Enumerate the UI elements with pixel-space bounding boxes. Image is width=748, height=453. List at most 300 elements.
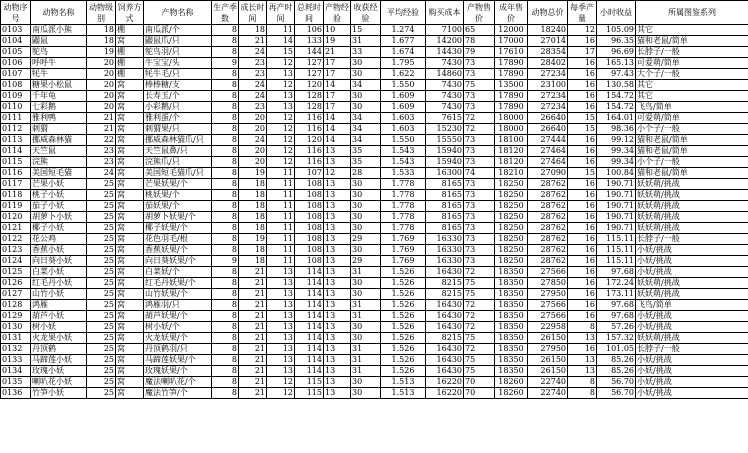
- cell-id: 0110: [1, 102, 31, 113]
- cell-harvest-exp: 31: [351, 355, 381, 366]
- cell-collection-series: 小妖/挑战: [636, 267, 748, 278]
- cell-raise-method: 棚: [116, 47, 144, 58]
- cell-product-exp: 13: [324, 322, 351, 333]
- cell-raise-method: 窝: [116, 377, 144, 388]
- cell-yield: 16: [568, 234, 597, 245]
- cell-id: 0133: [1, 355, 31, 366]
- cell-product-exp: 21: [324, 47, 351, 58]
- cell-total-time: 108: [295, 245, 324, 256]
- cell-raise-method: 窝: [116, 36, 144, 47]
- cell-product-price: 73: [464, 58, 495, 69]
- cell-seasons: 8: [212, 36, 239, 47]
- cell-buy-cost: 8165: [426, 201, 464, 212]
- cell-avg-exp: 1.526: [381, 333, 426, 344]
- header-col-harvest-exp: 收获经验: [351, 1, 381, 25]
- cell-harvest-exp: 31: [351, 344, 381, 355]
- table-row: [1, 278, 748, 289]
- cell-harvest-exp: 30: [351, 201, 381, 212]
- cell-adult-price: 18350: [495, 300, 528, 311]
- cell-buy-cost: 16430: [426, 311, 464, 322]
- cell-regrow-time: 11: [267, 223, 295, 234]
- cell-total-value: 28762: [528, 190, 568, 201]
- cell-yield: 16: [568, 267, 597, 278]
- cell-total-time: 114: [295, 366, 324, 377]
- cell-yield: 16: [568, 245, 597, 256]
- cell-total-value: 27444: [528, 135, 568, 146]
- table-row: [1, 300, 748, 311]
- cell-hourly-income: 96.35: [597, 36, 636, 47]
- cell-harvest-exp: 35: [351, 146, 381, 157]
- cell-adult-price: 17890: [495, 58, 528, 69]
- cell-hourly-income: 190.71: [597, 212, 636, 223]
- cell-buy-cost: 7430: [426, 80, 464, 91]
- cell-grow-time: 21: [239, 322, 267, 333]
- cell-id: 0111: [1, 113, 31, 124]
- cell-grow-time: 24: [239, 91, 267, 102]
- cell-avg-exp: 1.550: [381, 135, 426, 146]
- cell-product-name: 树小妖/个: [144, 322, 212, 333]
- cell-adult-price: 18250: [495, 190, 528, 201]
- cell-product-name: 南瓜派/个: [144, 25, 212, 36]
- cell-regrow-time: 11: [267, 212, 295, 223]
- cell-buy-cost: 16300: [426, 168, 464, 179]
- cell-product-price: 72: [464, 300, 495, 311]
- cell-raise-method: 窝: [116, 234, 144, 245]
- cell-hourly-income: 173.11: [597, 289, 636, 300]
- cell-adult-price: 17000: [495, 36, 528, 47]
- cell-buy-cost: 16430: [426, 355, 464, 366]
- cell-raise-method: 窝: [116, 113, 144, 124]
- cell-yield: 16: [568, 58, 597, 69]
- cell-product-exp: 13: [324, 333, 351, 344]
- cell-product-name: 香蕉妖果/个: [144, 245, 212, 256]
- cell-total-value: 22740: [528, 388, 568, 399]
- header-col-regrow-time: 再产时间: [268, 2, 293, 23]
- cell-product-name: 山竹妖果/个: [144, 289, 212, 300]
- cell-total-time: 116: [295, 124, 324, 135]
- cell-total-value: 26150: [528, 366, 568, 377]
- cell-raise-method: 窝: [116, 245, 144, 256]
- table-row: [1, 102, 748, 113]
- table-row: [1, 311, 748, 322]
- cell-grow-time: 21: [239, 36, 267, 47]
- cell-product-price: 72: [464, 322, 495, 333]
- cell-level: 20: [87, 80, 116, 91]
- cell-hourly-income: 115.11: [597, 256, 636, 267]
- cell-collection-series: 飞鸟/简单: [636, 102, 748, 113]
- cell-id: 0134: [1, 366, 31, 377]
- cell-seasons: 8: [212, 157, 239, 168]
- cell-raise-method: 窝: [116, 146, 144, 157]
- cell-name: 美国短毛猫: [31, 168, 87, 179]
- cell-buy-cost: 8165: [426, 223, 464, 234]
- cell-avg-exp: 1.778: [381, 179, 426, 190]
- cell-avg-exp: 1.778: [381, 212, 426, 223]
- cell-total-time: 114: [295, 355, 324, 366]
- cell-product-name: 雅利蛋/个: [144, 113, 212, 124]
- cell-adult-price: 17890: [495, 69, 528, 80]
- cell-raise-method: 窝: [116, 80, 144, 91]
- cell-seasons: 8: [212, 234, 239, 245]
- cell-adult-price: 18260: [495, 377, 528, 388]
- cell-yield: 16: [568, 289, 597, 300]
- cell-id: 0119: [1, 201, 31, 212]
- cell-grow-time: 19: [239, 168, 267, 179]
- table-row: [1, 58, 748, 69]
- cell-buy-cost: 7430: [426, 91, 464, 102]
- cell-total-time: 116: [295, 146, 324, 157]
- cell-seasons: 9: [212, 256, 239, 267]
- cell-id: 0108: [1, 80, 31, 91]
- cell-product-price: 73: [464, 212, 495, 223]
- cell-raise-method: 窝: [116, 91, 144, 102]
- cell-grow-time: 18: [239, 179, 267, 190]
- cell-grow-time: 18: [239, 25, 267, 36]
- cell-product-exp: 14: [324, 113, 351, 124]
- table-row: [1, 135, 748, 146]
- cell-raise-method: 窝: [116, 168, 144, 179]
- cell-hourly-income: 190.71: [597, 223, 636, 234]
- cell-product-price: 75: [464, 289, 495, 300]
- cell-harvest-exp: 30: [351, 91, 381, 102]
- cell-harvest-exp: 30: [351, 377, 381, 388]
- cell-regrow-time: 12: [267, 146, 295, 157]
- cell-name: 呼呼牛: [31, 58, 87, 69]
- cell-product-name: 天竺鼠鼻/只: [144, 146, 212, 157]
- cell-product-exp: 14: [324, 80, 351, 91]
- cell-adult-price: 18210: [495, 168, 528, 179]
- cell-hourly-income: 190.71: [597, 190, 636, 201]
- cell-name: 刺猬: [31, 124, 87, 135]
- cell-harvest-exp: 30: [351, 388, 381, 399]
- cell-id: 0103: [1, 25, 31, 36]
- cell-yield: 16: [568, 344, 597, 355]
- cell-harvest-exp: 33: [351, 47, 381, 58]
- cell-seasons: 8: [212, 179, 239, 190]
- cell-product-price: 70: [464, 388, 495, 399]
- cell-harvest-exp: 30: [351, 289, 381, 300]
- cell-harvest-exp: 30: [351, 58, 381, 69]
- cell-hourly-income: 101.05: [597, 344, 636, 355]
- cell-id: 0126: [1, 278, 31, 289]
- cell-raise-method: 窝: [116, 366, 144, 377]
- table-row: [1, 377, 748, 388]
- cell-yield: 16: [568, 146, 597, 157]
- cell-total-value: 26150: [528, 355, 568, 366]
- cell-harvest-exp: 31: [351, 366, 381, 377]
- cell-name: 天竺鼠: [31, 146, 87, 157]
- cell-avg-exp: 1.622: [381, 69, 426, 80]
- cell-avg-exp: 1.513: [381, 388, 426, 399]
- cell-total-value: 28762: [528, 234, 568, 245]
- cell-collection-series: 其它: [636, 25, 748, 36]
- cell-yield: 12: [568, 25, 597, 36]
- cell-hourly-income: 97.68: [597, 267, 636, 278]
- cell-raise-method: 窝: [116, 289, 144, 300]
- cell-collection-series: 猫和老鼠/简单: [636, 36, 748, 47]
- cell-grow-time: 23: [239, 102, 267, 113]
- cell-harvest-exp: 15: [351, 25, 381, 36]
- cell-avg-exp: 1.603: [381, 124, 426, 135]
- cell-product-exp: 14: [324, 124, 351, 135]
- table-row: [1, 179, 748, 190]
- cell-raise-method: 棚: [116, 25, 144, 36]
- cell-hourly-income: 97.43: [597, 69, 636, 80]
- cell-product-name: 芒果妖果/个: [144, 179, 212, 190]
- cell-adult-price: 12000: [495, 25, 528, 36]
- cell-level: 25: [87, 190, 116, 201]
- cell-seasons: 8: [212, 245, 239, 256]
- cell-name: 花公鸡: [31, 234, 87, 245]
- cell-product-name: 魔法竹笋/个: [144, 388, 212, 399]
- cell-id: 0132: [1, 344, 31, 355]
- cell-grow-time: 20: [239, 113, 267, 124]
- cell-seasons: 8: [212, 113, 239, 124]
- cell-product-price: 73: [464, 190, 495, 201]
- cell-grow-time: 21: [239, 355, 267, 366]
- cell-product-price: 72: [464, 311, 495, 322]
- cell-level: 25: [87, 311, 116, 322]
- cell-raise-method: 窝: [116, 322, 144, 333]
- cell-product-price: 72: [464, 267, 495, 278]
- cell-grow-time: 21: [239, 311, 267, 322]
- cell-product-name: 小彩鹅/只: [144, 102, 212, 113]
- cell-product-price: 70: [464, 377, 495, 388]
- table-row: [1, 234, 748, 245]
- header-col-id: 动物序号: [1, 1, 31, 25]
- cell-avg-exp: 1.526: [381, 366, 426, 377]
- cell-avg-exp: 1.526: [381, 322, 426, 333]
- cell-seasons: 8: [212, 311, 239, 322]
- cell-regrow-time: 11: [267, 256, 295, 267]
- cell-name: 喇叭花小妖: [31, 377, 87, 388]
- cell-product-price: 74: [464, 168, 495, 179]
- cell-yield: 16: [568, 190, 597, 201]
- cell-collection-series: 长脖子/一般: [636, 47, 748, 58]
- cell-id: 0114: [1, 146, 31, 157]
- cell-yield: 16: [568, 157, 597, 168]
- cell-product-exp: 17: [324, 58, 351, 69]
- cell-product-exp: 13: [324, 190, 351, 201]
- cell-id: 0121: [1, 223, 31, 234]
- cell-seasons: 8: [212, 201, 239, 212]
- table-row: [1, 69, 748, 80]
- cell-product-name: 玫瑰妖果/个: [144, 366, 212, 377]
- cell-total-value: 28762: [528, 223, 568, 234]
- cell-yield: 16: [568, 311, 597, 322]
- cell-harvest-exp: 34: [351, 80, 381, 91]
- cell-regrow-time: 13: [267, 278, 295, 289]
- cell-grow-time: 18: [239, 201, 267, 212]
- cell-name: 椰子小妖: [31, 223, 87, 234]
- cell-regrow-time: 12: [267, 157, 295, 168]
- cell-adult-price: 18100: [495, 135, 528, 146]
- cell-product-exp: 13: [324, 179, 351, 190]
- cell-product-exp: 13: [324, 256, 351, 267]
- cell-product-exp: 19: [324, 36, 351, 47]
- cell-adult-price: 18250: [495, 201, 528, 212]
- cell-total-time: 115: [295, 388, 324, 399]
- cell-yield: 16: [568, 135, 597, 146]
- table-row: [1, 245, 748, 256]
- cell-product-name: 椰子妖果/个: [144, 223, 212, 234]
- cell-yield: 15: [568, 113, 597, 124]
- cell-harvest-exp: 30: [351, 69, 381, 80]
- cell-regrow-time: 13: [267, 91, 295, 102]
- cell-buy-cost: 8165: [426, 190, 464, 201]
- cell-hourly-income: 130.58: [597, 80, 636, 91]
- cell-grow-time: 21: [239, 300, 267, 311]
- cell-name: 雅利鸭: [31, 113, 87, 124]
- cell-total-time: 108: [295, 179, 324, 190]
- cell-collection-series: 猫和老鼠/简单: [636, 135, 748, 146]
- cell-product-exp: 13: [324, 344, 351, 355]
- cell-collection-series: 其它: [636, 91, 748, 102]
- cell-total-value: 22740: [528, 377, 568, 388]
- cell-adult-price: 18250: [495, 212, 528, 223]
- cell-buy-cost: 15940: [426, 146, 464, 157]
- header-col-product-exp: 产物经验: [325, 2, 349, 23]
- cell-name: 丹顶鹤: [31, 344, 87, 355]
- header-col-buy-cost: 购买成本: [426, 1, 464, 25]
- cell-yield: 16: [568, 212, 597, 223]
- table-row: [1, 124, 748, 135]
- cell-raise-method: 窝: [116, 212, 144, 223]
- cell-avg-exp: 1.526: [381, 355, 426, 366]
- cell-total-time: 115: [295, 377, 324, 388]
- cell-raise-method: 窝: [116, 388, 144, 399]
- cell-total-value: 27234: [528, 91, 568, 102]
- header-col-seasons: 生产季数: [213, 2, 237, 23]
- cell-regrow-time: 13: [267, 311, 295, 322]
- cell-collection-series: 小个子/一般: [636, 124, 748, 135]
- cell-adult-price: 18250: [495, 179, 528, 190]
- cell-total-time: 114: [295, 311, 324, 322]
- cell-product-price: 73: [464, 179, 495, 190]
- table-row: [1, 47, 748, 58]
- cell-harvest-exp: 30: [351, 223, 381, 234]
- cell-name: 糖果小松鼠: [31, 80, 87, 91]
- cell-raise-method: 窝: [116, 311, 144, 322]
- cell-name: 竹笋小妖: [31, 388, 87, 399]
- cell-id: 0130: [1, 322, 31, 333]
- cell-harvest-exp: 34: [351, 124, 381, 135]
- cell-product-exp: 13: [324, 278, 351, 289]
- cell-collection-series: 小妖/挑战: [636, 322, 748, 333]
- cell-raise-method: 窝: [116, 256, 144, 267]
- cell-level: 20: [87, 91, 116, 102]
- cell-seasons: 8: [212, 91, 239, 102]
- cell-collection-series: 小妖/挑战: [636, 355, 748, 366]
- cell-product-price: 73: [464, 102, 495, 113]
- table-row: [1, 157, 748, 168]
- cell-grow-time: 21: [239, 388, 267, 399]
- cell-total-value: 26150: [528, 333, 568, 344]
- cell-yield: 13: [568, 355, 597, 366]
- cell-seasons: 8: [212, 355, 239, 366]
- cell-product-exp: 13: [324, 267, 351, 278]
- cell-id: 0105: [1, 47, 31, 58]
- cell-raise-method: 窝: [116, 278, 144, 289]
- table-row: [1, 388, 748, 399]
- cell-product-exp: 17: [324, 91, 351, 102]
- cell-buy-cost: 15940: [426, 157, 464, 168]
- cell-product-exp: 13: [324, 300, 351, 311]
- cell-yield: 13: [568, 333, 597, 344]
- cell-avg-exp: 1.778: [381, 223, 426, 234]
- cell-collection-series: 妖妖萌/挑战: [636, 190, 748, 201]
- cell-adult-price: 18000: [495, 124, 528, 135]
- cell-grow-time: 20: [239, 146, 267, 157]
- cell-product-price: 72: [464, 344, 495, 355]
- cell-grow-time: 24: [239, 80, 267, 91]
- cell-id: 0115: [1, 157, 31, 168]
- cell-total-value: 28354: [528, 47, 568, 58]
- cell-avg-exp: 1.677: [381, 36, 426, 47]
- cell-product-exp: 10: [324, 25, 351, 36]
- cell-raise-method: 窝: [116, 157, 144, 168]
- cell-regrow-time: 11: [267, 168, 295, 179]
- table-row: [1, 168, 748, 179]
- cell-hourly-income: 85.26: [597, 355, 636, 366]
- cell-hourly-income: 99.34: [597, 146, 636, 157]
- cell-seasons: 8: [212, 168, 239, 179]
- cell-adult-price: 17610: [495, 47, 528, 58]
- cell-buy-cost: 7430: [426, 58, 464, 69]
- cell-level: 25: [87, 201, 116, 212]
- cell-total-time: 108: [295, 201, 324, 212]
- cell-total-value: 27566: [528, 311, 568, 322]
- cell-product-exp: 13: [324, 212, 351, 223]
- cell-name: 鸿雁: [31, 300, 87, 311]
- cell-product-price: 75: [464, 278, 495, 289]
- cell-adult-price: 18350: [495, 333, 528, 344]
- cell-level: 25: [87, 256, 116, 267]
- cell-total-value: 26640: [528, 124, 568, 135]
- cell-avg-exp: 1.526: [381, 267, 426, 278]
- cell-hourly-income: 98.36: [597, 124, 636, 135]
- cell-hourly-income: 154.72: [597, 102, 636, 113]
- table-row: [1, 333, 748, 344]
- cell-id: 0131: [1, 333, 31, 344]
- table-row: [1, 91, 748, 102]
- cell-total-value: 26640: [528, 113, 568, 124]
- cell-avg-exp: 1.526: [381, 311, 426, 322]
- cell-regrow-time: 13: [267, 322, 295, 333]
- table-row: [1, 80, 748, 91]
- cell-buy-cost: 16430: [426, 267, 464, 278]
- cell-hourly-income: 115.11: [597, 245, 636, 256]
- cell-collection-series: 小妖/挑战: [636, 388, 748, 399]
- cell-avg-exp: 1.533: [381, 168, 426, 179]
- cell-yield: 17: [568, 47, 597, 58]
- cell-collection-series: 可爱萌/简单: [636, 113, 748, 124]
- cell-adult-price: 18350: [495, 289, 528, 300]
- cell-total-time: 114: [295, 333, 324, 344]
- cell-grow-time: 21: [239, 377, 267, 388]
- cell-total-value: 28762: [528, 212, 568, 223]
- cell-id: 0109: [1, 91, 31, 102]
- cell-product-price: 73: [464, 223, 495, 234]
- cell-collection-series: 妖妖萌/挑战: [636, 179, 748, 190]
- cell-yield: 16: [568, 102, 597, 113]
- cell-seasons: 8: [212, 388, 239, 399]
- cell-avg-exp: 1.526: [381, 289, 426, 300]
- cell-product-exp: 13: [324, 146, 351, 157]
- cell-regrow-time: 13: [267, 102, 295, 113]
- cell-raise-method: 窝: [116, 201, 144, 212]
- cell-seasons: 8: [212, 377, 239, 388]
